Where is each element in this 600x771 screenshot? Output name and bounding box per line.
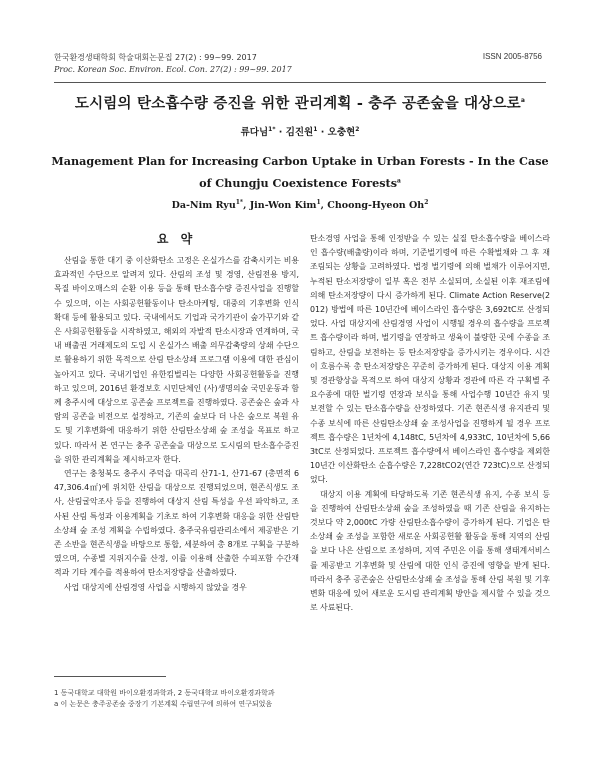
authors-korean [0,124,600,138]
title-english-text: Management Plan for Increasing Carbon Uptake in Urban Forests - In the Case of Chungju Coexistence Forests [51,154,549,190]
journal-citation-en: Proc. Korean Soc. Environ. Ecol. Con. 27(2) : 99~99. 2017 [54,65,292,74]
body-column-left [54,254,299,595]
title-korean [0,92,600,113]
body-paragraph: 사업 대상지에 산림경영 사업을 시행하지 않았을 경우 [64,582,247,592]
authors-english [0,200,600,211]
footnote-divider [54,676,166,677]
author-ko-1: 류다님 [240,127,269,138]
body-column-right [310,232,550,615]
body-paragraph: 산림을 통한 대기 중 이산화탄소 고정은 온실가스를 감축시키는 비용 효과적인 수단으로 알려져 있다. 산림의 조성 및 경영, 산림전용 방지, 목질 바이오매스의 순환 이용 등을 통해 탄소흡수량 증진사업을 진행할 수 있으며, 이는 사회공헌활동이나 탄소마케팅, 대중의 기후변화 인식 확대 등에 활용되고 있다. 국내에서도 기업과 국가기관이 숲가꾸기와 같은 사회공헌활동을 시작하였고, 해외의 자발적 탄소시장과 연계하며, 국내 배출권 거래제도의 도입 시 온실가스 배출 의무감축량의 상쇄 수단으로 활용하기 위한 목적으로 산림 탄소상쇄 프로그램 이용에 대한 관심이 높아지고 있다. 국내기업인 유한킴벌리는 다양한 사회공헌활동을 진행하고 있으며, 2016년 환경보호 시민단체인 (사)생명의숲 국민운동과 함께 충주시에 대상으로 공존숲 프로젝트를 진행하였다. 공존숲은 숲과 사람의 공존을 비전으로 설정하고, 기존의 숲보다 더 나은 숲으로 복원 유도 및 기후변화에 대응하기 위한 산림탄소상쇄 숲 조성을 목표로 하고 있다. 따라서 본 연구는 충주 공존숲을 대상으로 도시림의 탄소흡수증진을 위한 관리계획을 제시하고자 한다. [54,256,299,464]
author-en-1: Da-Nim Ryu [171,200,236,211]
author-ko-1-sup: 1* [268,125,276,133]
footnote-affiliation: 1 동국대학교 대학원 바이오환경과학과, 2 동국대학교 바이오환경과학과 [54,689,275,697]
author-separator: , [243,200,250,211]
header-divider [54,82,546,83]
author-en-3: Choong-Hyeon Oh [327,200,425,211]
footnote-funding: a 이 논문은 충주공존숲 중장기 기본계획 수립연구에 의하여 연구되었음 [54,700,273,708]
author-ko-3-sup: 2 [355,125,360,133]
journal-header [54,52,292,76]
issn: ISSN 2005-8756 [482,52,542,61]
author-separator: · [317,127,328,138]
author-ko-2: 김진원 [285,127,314,138]
footnotes [54,688,550,710]
journal-citation-ko: 한국환경생태학회 학술대회논문집 27(2) : 99~99. 2017 [54,53,257,62]
author-en-2-sup: 1 [316,198,321,206]
body-paragraph: 대상지 이용 계획에 타당하도록 기존 현존식생 유지, 수종 보식 등을 진행하여 산림탄소상쇄 숲을 조성하였을 때 기존 산림을 유지하는 것보다 약 2,000tC 가량 산림탄소흡수량이 증가하게 된다. 기업은 탄소상쇄 숲 조성을 포함한 새로운 사회공헌활 활동을 통해 지역의 산림을 보다 나은 산림으로 조성하며, 지역 주민은 이를 통해 생태계서비스를 제공받고 기후변화 및 산림에 대한 인식 증진에 영향을 받게 된다. 따라서 충주 공존숲은 산림탄소상쇄 숲 조성을 통해 산림 복원 및 기후변화 대응에 있어 새로운 도시림 관리계획 방안을 제시할 수 있을 것으로 사료된다. [310,489,550,613]
author-en-3-sup: 2 [424,198,429,206]
author-en-1-sup: 1* [235,198,244,206]
title-english [50,150,550,194]
title-korean-text: 도시림의 탄소흡수량 증진을 위한 관리계획 - 충주 공존숲을 대상으로 [74,96,521,112]
author-en-2: Jin-Won Kim [249,200,317,211]
title-korean-sup: a [520,97,526,105]
author-ko-2-sup: 1 [313,125,318,133]
body-paragraph: 연구는 충청북도 충주시 주덕읍 대곡리 산71-1, 산71-67 (총면적 647,306.4㎡)에 위치한 산림을 대상으로 진행되었으며, 현존식생도 조사, 산림굴악조사 등을 진행하여 대상지 산림 특성을 우선 파악하고, 조사된 산림 특성과 이용계획을 기초로 하여 기후변화 대응을 위한 산림탄소상쇄 숲 조성 계획을 수립하였다. 충주국유림관리소에서 제공받은 기존 소반을 현존식생을 바탕으로 통합, 세분하여 총 8개로 구획을 구분하였으며, 수종별 지위지수를 산정, 이를 이용해 산출한 수피포함 수간재적과 기타 계수를 적용하여 탄소저장량을 산출하였다. [54,469,299,578]
author-separator: · [275,127,286,138]
body-paragraph: 탄소경영 사업을 통해 인정받을 수 있는 실질 탄소흡수량을 베이스라인 흡수량(배출량)이라 하며, 기준벌기령에 따른 수확벌채와 그 후 재조림되는 상황을 고려하였다. 법정 벌기령에 의해 벌채가 이루어지면, 누적된 탄소저장량이 일부 혹은 전부 소실되며, 소실된 이후 재조림에 의해 탄소저장량이 다시 증가하게 된다. Climate Action Reserve(2012) 방법에 따른 10년간에 베이스라인 흡수량은 3,692tC로 산정되었다. 사업 대상지에 산림경영 사업이 시행될 경우의 흡수량을 프로젝트 흡수량이라 하며, 벌기령을 연장하고 생육이 불량한 곳에 수종을 조림하고, 산림을 보전하는 등 탄소저장량을 증가시키는 경우이다. 시간이 흐름수록 총 탄소저장량은 꾸준히 증가하게 된다. 대상지 이용 계획 및 경관향상을 목적으로 하여 대상지 상황과 경관에 따른 각 구획별 주요수종에 대한 벌기령 연장과 보식을 통해 사업수행 10년간 유지 및 보전할 수 있는 탄소흡수량을 산정하였다. 기존 현존식생 유지관리 및 수종 보식에 따른 산림탄소상쇄 숲 조성사업을 진행하게 될 경우 프로젝트 흡수량은 1년차에 4,148tC, 5년차에 4,933tC, 10년차에 5,663tC로 산정되었다. 프로젝트 흡수량에서 베이스라인 흡수량을 제외한 10년간 이산화탄소 순흡수량은 7,228tCO2(연간 723tC)으로 산정되었다. [310,234,550,485]
title-english-sup: a [397,177,401,185]
author-separator: , [320,200,328,211]
abstract-heading: 요 약 [156,232,197,246]
author-ko-3: 오충현 [327,127,356,138]
